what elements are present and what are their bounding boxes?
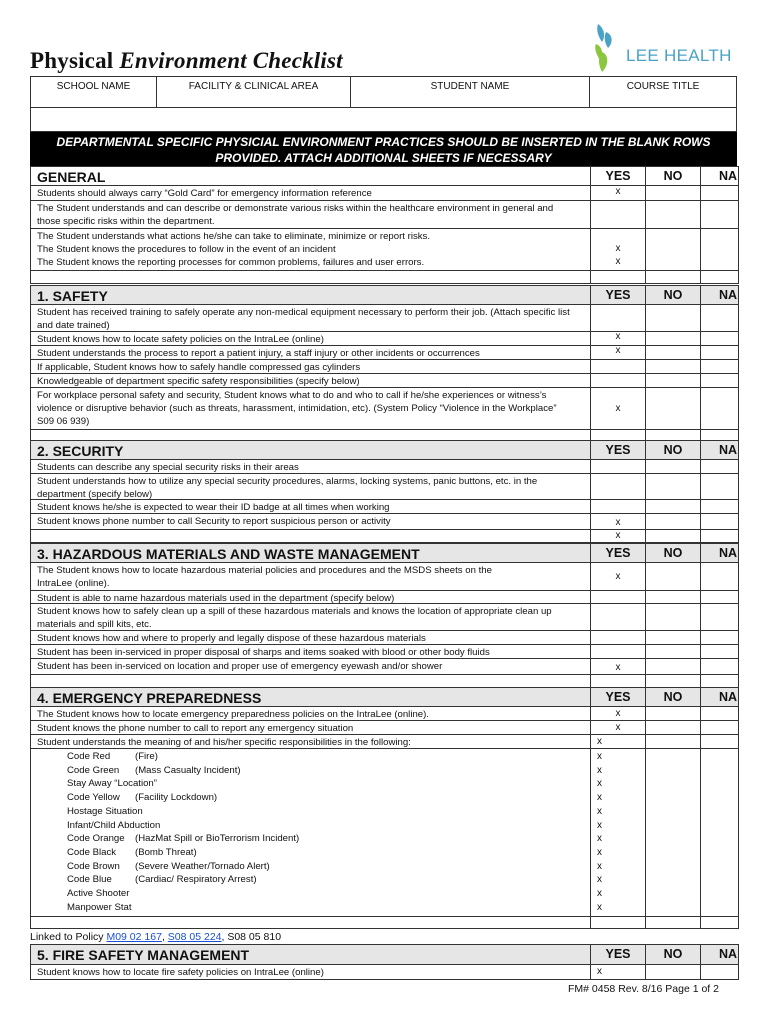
emergency-code-item xyxy=(67,901,572,915)
blank-row[interactable]: x xyxy=(30,530,739,543)
no-cell[interactable] xyxy=(645,201,700,228)
na-header: NA xyxy=(700,945,755,964)
code-description: (Severe Weather/Tornado Alert) xyxy=(135,860,270,872)
checklist-row: Student is able to name hazardous materials used in the department (specify below) xyxy=(30,591,739,604)
section-fire xyxy=(30,944,739,980)
emergency-code-item xyxy=(67,819,572,833)
checklist-row: The Student understands and can describe or demonstrate various risks within the healthcare environment in general and those specific risks within the department. xyxy=(30,201,739,229)
yes-header: YES xyxy=(590,544,645,563)
yes-header: YES xyxy=(590,167,645,186)
na-header: NA xyxy=(700,688,755,707)
no-header: NO xyxy=(645,286,700,305)
checklist-row: Student knows how to locate fire safety policies on IntraLee (online) x xyxy=(30,965,739,980)
na-header: NA xyxy=(700,286,755,305)
emergency-code-item xyxy=(67,887,572,901)
emergency-code-item xyxy=(67,846,572,860)
code-name: Code Brown xyxy=(67,860,120,872)
section-title: 5. FIRE SAFETY MANAGEMENT xyxy=(37,947,250,963)
form-number: FM# 0458 Rev. 8/16 Page 1 of 2 xyxy=(568,983,719,995)
code-yes-mark[interactable]: x xyxy=(597,888,602,900)
emergency-codes-list xyxy=(30,749,739,917)
code-name: Hostage Situation xyxy=(67,805,143,817)
school-name-header: SCHOOL NAME xyxy=(31,77,157,107)
student-name-header: STUDENT NAME xyxy=(351,77,590,107)
code-yes-mark[interactable]: x xyxy=(597,778,602,790)
emergency-code-item xyxy=(67,750,572,764)
section-emergency xyxy=(30,687,739,929)
code-name: Manpower Stat xyxy=(67,901,132,913)
no-header: NO xyxy=(645,441,700,460)
checklist-row: Student understands the meaning of and his/her specific responsibilities in the following: x xyxy=(30,735,739,749)
section-header xyxy=(30,166,739,186)
code-name: Infant/Child Abduction xyxy=(67,819,161,831)
no-header: NO xyxy=(645,945,700,964)
checklist-row: Student knows phone number to call Security to report suspicious person or activity x xyxy=(30,514,739,530)
code-description: (Cardiac/ Respiratory Arrest) xyxy=(135,874,257,886)
code-name: Active Shooter xyxy=(67,888,130,900)
code-description: (Fire) xyxy=(135,751,158,762)
checklist-row: Students can describe any special security risks in their areas xyxy=(30,460,739,474)
checklist-row: The Student knows how to locate hazardous material policies and procedures and the MSDS sheets on the IntraLee (online). x xyxy=(30,563,739,591)
header-table xyxy=(30,76,737,108)
checklist-row: Student knows how to locate safety policies on the IntraLee (online) x xyxy=(30,332,739,346)
yes-cell[interactable]: x xyxy=(590,186,645,200)
checklist-row: Students should always carry “Gold Card” for emergency information reference x xyxy=(30,186,739,201)
section-header xyxy=(30,543,739,563)
code-yes-mark[interactable]: x xyxy=(597,901,602,913)
section-header xyxy=(30,285,739,305)
banner-line-2: PROVIDED. ATTACH ADDITIONAL SHEETS IF NECESSARY xyxy=(215,151,552,165)
section-safety xyxy=(30,285,739,443)
code-yes-mark[interactable]: x xyxy=(597,751,602,762)
checklist-row: The Student knows how to locate emergency preparedness policies on the IntraLee (online). x xyxy=(30,707,739,721)
no-cell[interactable] xyxy=(645,229,700,270)
yes-header: YES xyxy=(590,945,645,964)
na-cell[interactable] xyxy=(700,229,755,270)
checklist-row: Student has been in-serviced on location and proper use of emergency eyewash and/or shower x xyxy=(30,659,739,675)
section-title: 4. EMERGENCY PREPAREDNESS xyxy=(37,690,262,706)
checklist-row: If applicable, Student knows how to safely handle compressed gas cylinders xyxy=(30,360,739,374)
na-header: NA xyxy=(700,441,755,460)
checklist-row: Student has received training to safely operate any non-medical equipment necessary to perform their job. (Attach specific list and date trained) xyxy=(30,305,739,332)
section-header xyxy=(30,944,739,965)
section-title: GENERAL xyxy=(37,169,106,185)
code-yes-mark[interactable]: x xyxy=(597,860,602,872)
na-cell[interactable] xyxy=(700,186,755,200)
code-name: Code Red xyxy=(67,751,111,762)
policy-link-s08[interactable]: S08 05 224 xyxy=(167,931,222,943)
section-general xyxy=(30,166,739,284)
code-name: Code Black xyxy=(67,846,117,858)
page-title: Physical Environment Checklist xyxy=(30,48,343,73)
lee-health-logo xyxy=(590,20,740,76)
section-title: 2. SECURITY xyxy=(37,443,124,459)
yes-header: YES xyxy=(590,286,645,305)
logo-text: LEE HEALTH xyxy=(626,46,732,65)
section-header xyxy=(30,440,739,460)
code-name: Stay Away “Location” xyxy=(67,778,157,790)
course-title-header: COURSE TITLE xyxy=(626,81,700,92)
blank-row[interactable] xyxy=(30,108,737,132)
leaf-icon xyxy=(590,20,630,76)
no-header: NO xyxy=(645,544,700,563)
code-description: (Mass Casualty Incident) xyxy=(135,764,241,776)
instructions-banner xyxy=(30,132,737,166)
checklist-row: Student knows how to safely clean up a spill of these hazardous materials and knows the location of appropriate clean up materials and spill kits, etc. xyxy=(30,604,739,631)
yes-header: YES xyxy=(590,441,645,460)
checklist-row: Student has been in-serviced in proper disposal of sharps and items soaked with blood or other body fluids xyxy=(30,645,739,659)
checklist-row: For workplace personal safety and security, Student knows what to do and who to call if he/she experiences or witness’s violence or disruptive behavior (such as threats, harassment, intimidation, etc). (System Policy “Violence in the Workplace” S09 06 939) x xyxy=(30,388,739,430)
emergency-code-item xyxy=(67,777,572,791)
yes-cell[interactable] xyxy=(590,201,645,228)
section-hazmat xyxy=(30,543,739,688)
code-name: Code Green xyxy=(67,764,120,776)
yes-header: YES xyxy=(590,688,645,707)
code-yes-mark[interactable]: x xyxy=(597,833,602,845)
code-yes-mark[interactable]: x xyxy=(597,792,602,804)
blank-row[interactable] xyxy=(30,917,739,929)
code-description: (HazMat Spill or BioTerrorism Incident) xyxy=(135,833,300,845)
checklist-row: Knowledgeable of department specific safety responsibilities (specify below) xyxy=(30,374,739,388)
code-description: (Facility Lockdown) xyxy=(135,792,218,804)
yes-cell[interactable]: x x xyxy=(590,229,645,270)
emergency-code-item xyxy=(67,764,572,778)
checklist-row: Student knows how and where to properly and legally dispose of these hazardous materials xyxy=(30,631,739,645)
checklist-row: Student understands how to utilize any special security procedures, alarms, locking systems, panic buttons, etc. in the department (specify below) xyxy=(30,474,739,500)
section-title: 1. SAFETY xyxy=(37,288,108,304)
no-header: NO xyxy=(645,167,700,186)
na-header: NA xyxy=(700,544,755,563)
checklist-row: Student knows the phone number to call to report any emergency situation x xyxy=(30,721,739,735)
banner-line-1: DEPARTMENTAL SPECIFIC PHYSICIAL ENVIRONMENT PRACTICES SHOULD BE INSERTED IN THE BLANK ROWS xyxy=(56,135,711,149)
code-yes-mark[interactable]: x xyxy=(597,819,602,831)
emergency-code-item xyxy=(67,805,572,819)
code-yes-mark[interactable]: x xyxy=(597,846,602,858)
checklist-row: Student understands the process to report a patient injury, a staff injury or other incidents or occurrences x xyxy=(30,346,739,360)
emergency-code-item xyxy=(67,860,572,874)
code-yes-mark[interactable]: x xyxy=(597,874,602,886)
emergency-code-item xyxy=(67,791,572,805)
code-name: Code Yellow xyxy=(67,792,120,804)
code-yes-mark[interactable]: x xyxy=(597,805,602,817)
linked-policy: Linked to Policy M09 02 167, S08 05 224, S08 05 810 xyxy=(30,931,282,943)
section-title: 3. HAZARDOUS MATERIALS AND WASTE MANAGEMENT xyxy=(37,546,420,562)
na-header: NA xyxy=(700,167,755,186)
checklist-row: The Student understands what actions he/she can take to eliminate, minimize or report risks. The Student knows the procedures to follow in the event of an incident The Student knows the reporting processes for common problems, failures and user errors. x x xyxy=(30,229,739,271)
section-security xyxy=(30,440,739,543)
na-cell[interactable] xyxy=(700,201,755,228)
section-header xyxy=(30,687,739,707)
no-cell[interactable] xyxy=(645,186,700,200)
checklist-row: Student knows he/she is expected to wear their ID badge at all times when working xyxy=(30,500,739,514)
code-name: Code Orange xyxy=(67,833,125,845)
code-description: (Bomb Threat) xyxy=(135,846,197,858)
policy-link-m09[interactable]: M09 02 167 xyxy=(106,931,162,943)
code-name: Code Blue xyxy=(67,874,112,886)
emergency-code-item xyxy=(67,832,572,846)
blank-row[interactable] xyxy=(30,271,739,284)
facility-header: FACILITY & CLINICAL AREA xyxy=(157,77,351,107)
no-header: NO xyxy=(645,688,700,707)
code-yes-mark[interactable]: x xyxy=(597,764,602,776)
emergency-code-item xyxy=(67,873,572,887)
